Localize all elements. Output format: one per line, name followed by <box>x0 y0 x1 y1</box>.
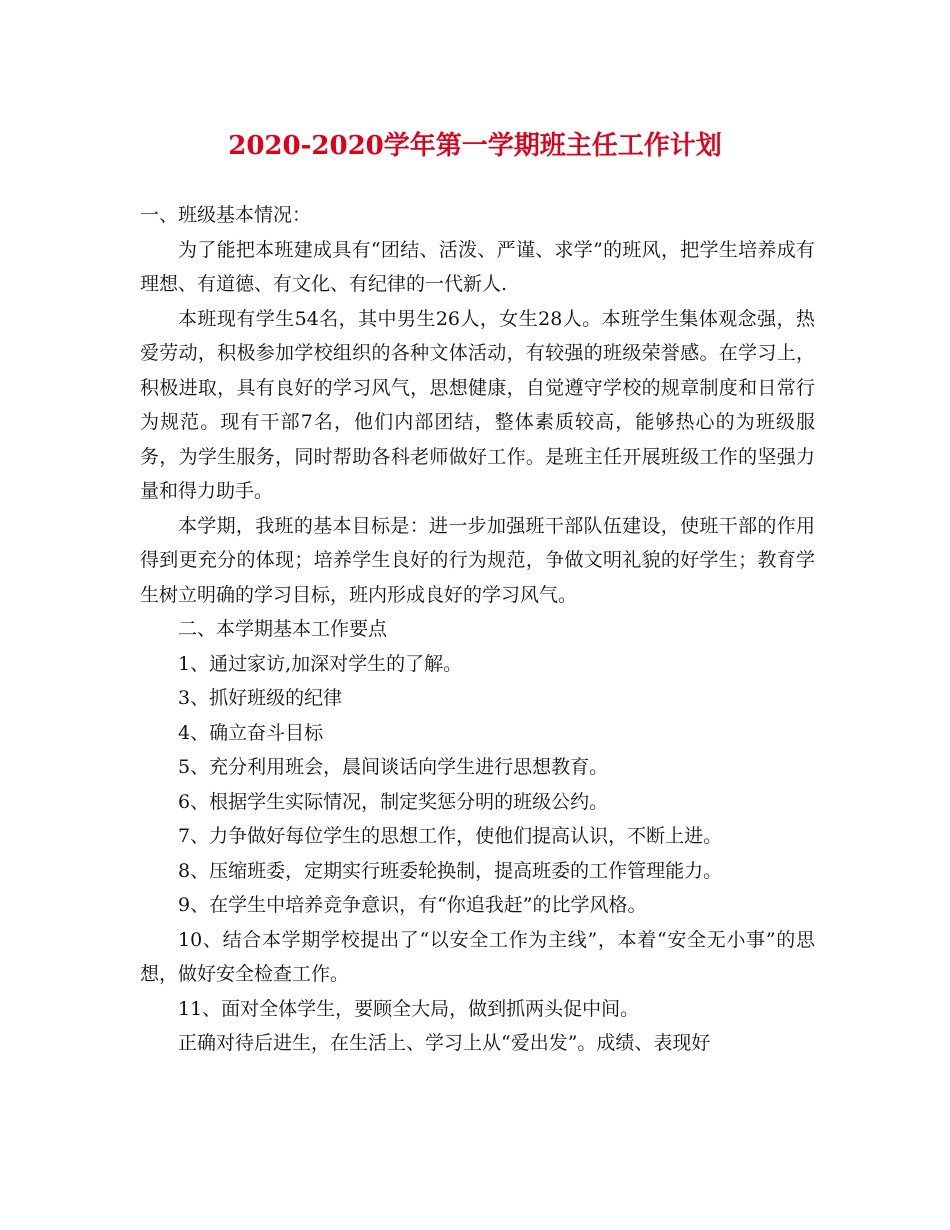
list-item: 4、确立奋斗目标 <box>178 721 324 744</box>
section-heading-class-situation: 一、班级基本情况： <box>140 204 312 226</box>
list-item: 9、在学生中培养竞争意识，有“你追我赶”的比学风格。 <box>178 894 647 916</box>
paragraph-class-goal: 为了能把本班建成具有“团结、活泼、严谨、求学”的班风，把学生培养成有理想、有道德、有文化、有纪律的一代新人. <box>140 238 815 295</box>
document-title: 2020-2020学年第一学期班主任工作计划 <box>228 131 722 161</box>
list-item: 5、充分利用班会，晨间谈话向学生进行思想教育。 <box>178 756 609 778</box>
document-body <box>140 198 815 1061</box>
list-item: 7、力争做好每位学生的思想工作，使他们提高认识，不断上进。 <box>178 825 723 847</box>
list-item: 6、根据学生实际情况，制定奖惩分明的班级公约。 <box>178 790 609 813</box>
list-item: 8、压缩班委，定期实行班委轮换制，提高班委的工作管理能力。 <box>178 859 723 882</box>
list-item: 1、通过家访,加深对学生的了解。 <box>178 652 463 675</box>
paragraph-struggling-students: 正确对待后进生，在生活上、学习上从“爱出发”。成绩、表现好 <box>178 1032 711 1054</box>
list-item: 10、结合本学期学校提出了“以安全工作为主线”，本着“安全无小事”的思想，做好安全检查工作。 <box>140 928 815 985</box>
paragraph-semester-target: 本学期，我班的基本目标是：进一步加强班干部队伍建设，使班干部的作用得到更充分的体现；培养学生良好的行为规范，争做文明礼貌的好学生；教育学生树立明确的学习目标，班内形成良好的学习风气。 <box>140 514 815 606</box>
list-item: 11、面对全体学生，要顾全大局，做到抓两头促中间。 <box>178 997 640 1020</box>
paragraph-class-overview: 本班现有学生54名，其中男生26人，女生28人。本班学生集体观念强，热爱劳动，积极参加学校组织的各种文体活动，有较强的班级荣誉感。在学习上，积极进取，具有良好的学习风气，思想健康，自觉遵守学校的规章制度和日常行为规范。现有干部7名，他们内部团结，整体素质较高，能够热心的为班级服务，为学生服务，同时帮助各科老师做好工作。是班主任开展班级工作的坚强力量和得力助手。 <box>140 307 815 502</box>
list-item: 3、抓好班级的纪律 <box>178 687 343 709</box>
section-heading-work-points: 二、本学期基本工作要点 <box>178 618 388 640</box>
